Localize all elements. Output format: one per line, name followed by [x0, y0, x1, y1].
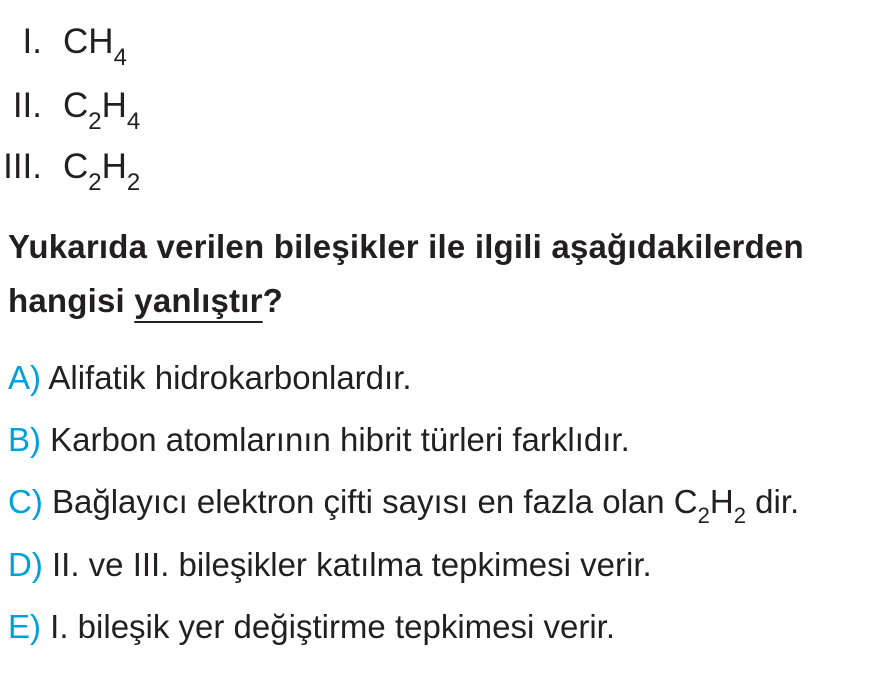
- formula-subscript: 4: [126, 108, 141, 135]
- formula-part: CH: [63, 22, 114, 61]
- option-letter: B): [8, 421, 41, 458]
- roman-numeral: I.: [22, 22, 42, 61]
- option-text: Karbon atomlarının hibrit türleri farklıdır.: [41, 421, 630, 458]
- option-letter: D): [8, 546, 43, 583]
- formula-part: H: [709, 483, 734, 520]
- question-prefix: hangisi: [8, 282, 135, 319]
- formula-part: H: [101, 147, 127, 186]
- question-line-1: Yukarıda verilen bileşikler ile ilgili aşağıdakilerden: [8, 228, 804, 265]
- question-stem: [8, 220, 888, 328]
- option-d[interactable]: [8, 543, 652, 587]
- formula-ch4: [63, 22, 127, 71]
- option-letter: E): [8, 608, 41, 645]
- option-text: Bağlayıcı elektron çifti sayısı en fazla olan C: [42, 483, 698, 520]
- formula-part: C: [63, 86, 89, 125]
- option-text: I. bileşik yer değiştirme tepkimesi verir.: [41, 608, 616, 645]
- formula-part: C: [63, 147, 89, 186]
- option-letter: C): [8, 483, 43, 520]
- question-mark: ?: [262, 282, 284, 319]
- formula-subscript: 2: [88, 108, 102, 135]
- option-text-tail: dir.: [745, 483, 800, 520]
- emphasized-word: yanlıştır: [134, 282, 263, 319]
- option-text: II. ve III. bileşikler katılma tepkimesi verir.: [42, 546, 652, 583]
- option-c[interactable]: [8, 480, 800, 528]
- roman-numeral: III.: [3, 147, 42, 186]
- formula-c2h2: [63, 147, 141, 196]
- formula-part: H: [101, 86, 127, 125]
- formula-subscript: 2: [733, 503, 746, 528]
- formula-subscript: 2: [88, 169, 102, 196]
- question-line-2: [8, 274, 888, 328]
- option-b[interactable]: [8, 418, 630, 462]
- option-text: Alifatik hidrokarbonlardır.: [41, 359, 412, 396]
- option-letter: A): [8, 359, 41, 396]
- option-a[interactable]: [8, 356, 412, 400]
- roman-numeral: II.: [12, 86, 42, 125]
- formula-subscript: 2: [126, 169, 141, 196]
- option-e[interactable]: [8, 605, 615, 649]
- formula-subscript: 4: [113, 44, 127, 71]
- formula-c2h4: [63, 86, 141, 135]
- formula-subscript: 2: [697, 503, 710, 528]
